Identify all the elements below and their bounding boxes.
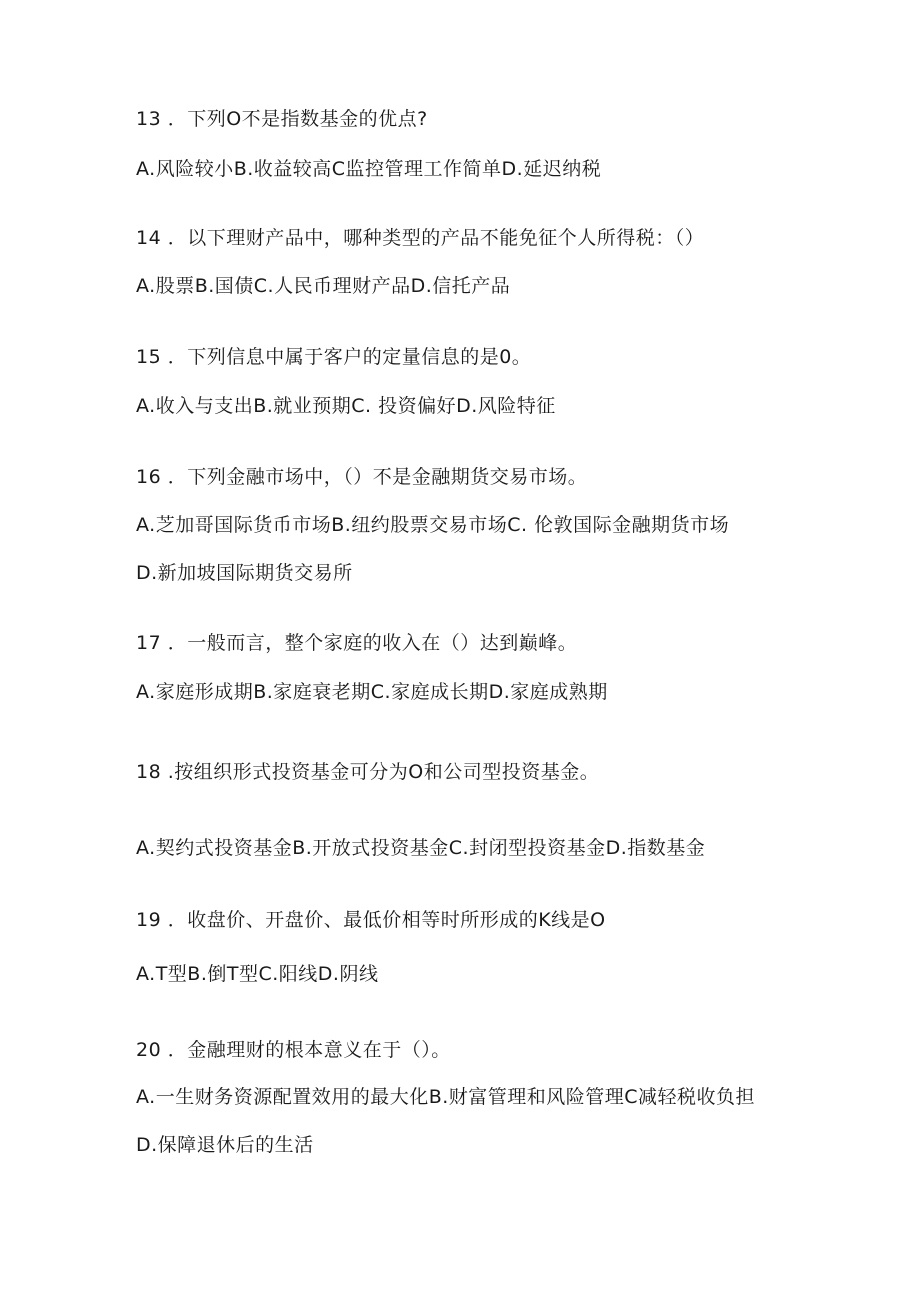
options-16-line-1: A.芝加哥国际货币市场B.纽约股票交易市场C. 伦敦国际金融期货市场: [136, 514, 730, 536]
options-17: A.家庭形成期B.家庭衰老期C.家庭成长期D.家庭成熟期: [136, 681, 608, 703]
options-19: A.T型B.倒T型C.阳线D.阴线: [136, 963, 379, 985]
options-20-line-2: D.保障退休后的生活: [136, 1134, 314, 1156]
options-13: A.风险较小B.收益较高C监控管理工作简单D.延迟纳税: [136, 158, 602, 180]
question-13: 13 ．下列O不是指数基金的优点?: [136, 108, 428, 130]
options-15: A.收入与支出B.就业预期C. 投资偏好D.风险特征: [136, 395, 556, 417]
question-18: 18 .按组织形式投资基金可分为O和公司型投资基金。: [136, 761, 600, 783]
question-17: 17 ．一般而言，整个家庭的收入在（）达到巅峰。: [136, 632, 578, 654]
question-16: 16 ．下列金融市场中，（）不是金融期货交易市场。: [136, 466, 588, 488]
question-15: 15 ．下列信息中属于客户的定量信息的是0。: [136, 346, 532, 368]
options-20-line-1: A.一生财务资源配置效用的最大化B.财富管理和风险管理C减轻税收负担: [136, 1086, 756, 1108]
question-20: 20 ．金融理财的根本意义在于（）。: [136, 1039, 451, 1061]
options-14: A.股票B.国债C.人民币理财产品D.信托产品: [136, 275, 511, 297]
options-18: A.契约式投资基金B.开放式投资基金C.封闭型投资基金D.指数基金: [136, 837, 706, 859]
options-16-line-2: D.新加坡国际期货交易所: [136, 562, 353, 584]
question-19: 19 ．收盘价、开盘价、最低价相等时所形成的K线是O: [136, 909, 606, 931]
question-14: 14 ．以下理财产品中，哪种类型的产品不能免征个人所得税：（）: [136, 227, 705, 249]
